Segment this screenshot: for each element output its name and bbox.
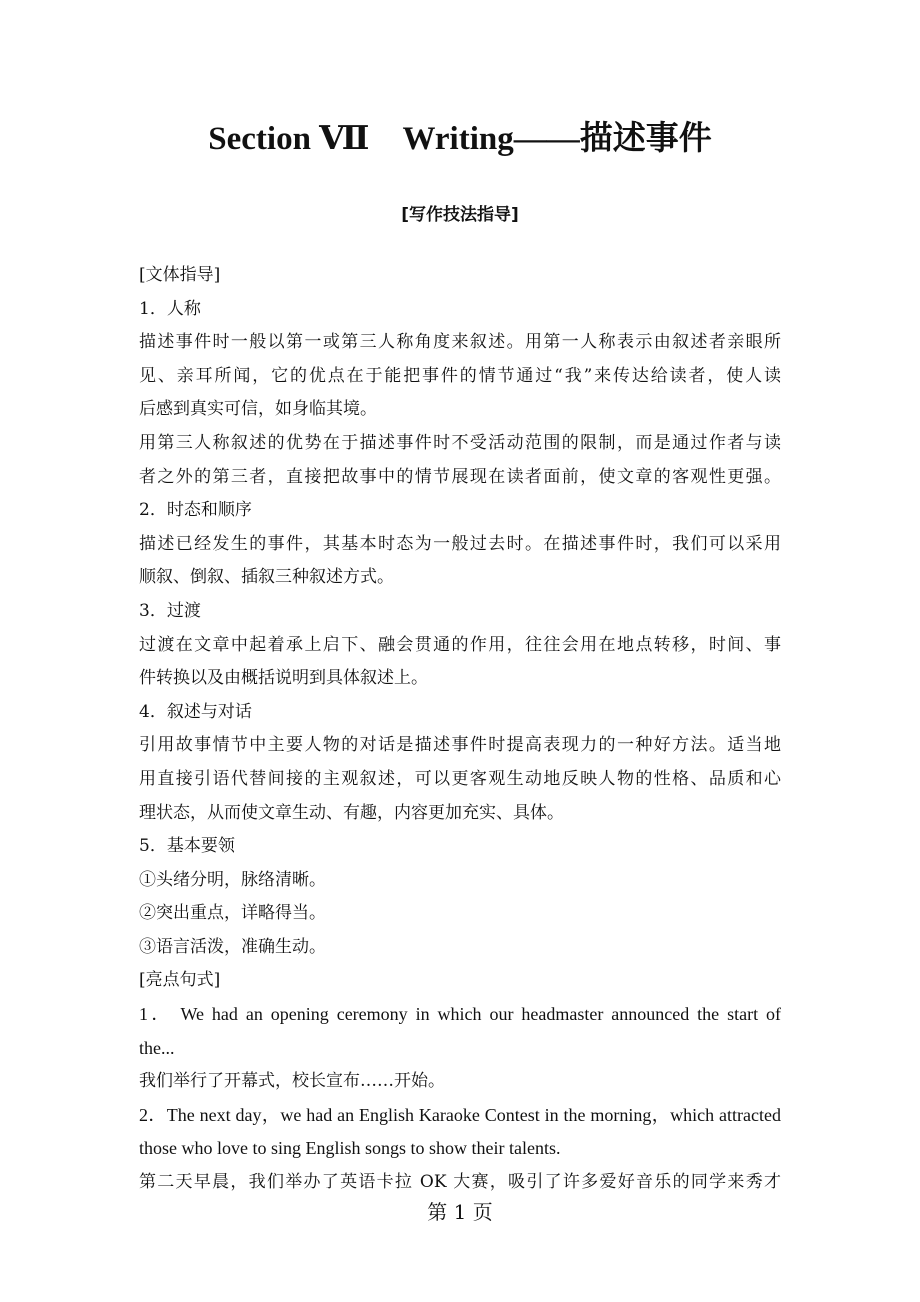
point-heading: 5．基本要领 [139,836,235,857]
paragraph-line: 者之外的第三者，直接把故事中的情节展现在读者面前，使文章的客观性更强。 [139,466,781,487]
paragraph-line: 描述已经发生的事件，其基本时态为一般过去时。在描述事件时，我们可以采用 [139,533,781,554]
paragraph-line: 后感到真实可信，如身临其境。 [139,399,377,420]
example-sentence-line: 1． We had an opening ceremony in which our headmaster announced the start of [139,1004,781,1025]
paragraph-line: 用直接引语代替间接的主观叙述，可以更客观生动地反映人物的性格、品质和心 [139,768,781,789]
paragraph-line: 用第三人称叙述的优势在于描述事件时不受活动范围的限制，而是通过作者与读 [139,432,781,453]
paragraph-line: 理状态，从而使文章生动、有趣，内容更加充实、具体。 [139,802,564,823]
paragraph-line: 见、亲耳所闻，它的优点在于能把事件的情节通过“我”来传达给读者，使人读 [139,365,781,386]
example-sentence-line: 2．The next day，we had an English Karaoke Contest in the morning，which attracted [139,1104,781,1125]
paragraph-line: 引用故事情节中主要人物的对话是描述事件时提高表现力的一种好方法。适当地 [139,735,781,756]
paragraph-line: 过渡在文章中起着承上启下、融会贯通的作用，往往会用在地点转移，时间、事 [139,634,781,655]
page-number: 第 1 页 [427,1200,493,1224]
translation-line: 第二天早晨，我们举办了英语卡拉 OK 大赛，吸引了许多爱好音乐的同学来秀才 [139,1172,781,1193]
point-heading: 1．人称 [139,298,201,319]
section-subtitle: [写作技法指导] [401,205,519,225]
list-item: ②突出重点，详略得当。 [139,903,326,924]
document-body [139,259,781,1200]
list-item: ①头绪分明，脉络清晰。 [139,869,326,890]
example-sentence-line: those who love to sing English songs to show their talents. [139,1138,561,1159]
paragraph-line: 顺叙、倒叙、插叙三种叙述方式。 [139,567,394,588]
point-heading: 3．过渡 [139,600,201,621]
list-item: ③语言活泼，准确生动。 [139,936,326,957]
point-heading: 4．叙述与对话 [139,701,252,722]
document-title: Section Ⅶ Writing——描述事件 [208,121,712,157]
paragraph-line: 描述事件时一般以第一或第三人称角度来叙述。用第一人称表示由叙述者亲眼所 [139,332,781,353]
point-heading: 2．时态和顺序 [139,500,252,521]
paragraph-line: 件转换以及由概括说明到具体叙述上。 [139,668,428,689]
heading-highlight-sentences: [亮点句式] [139,970,221,991]
heading-genre-guide: [文体指导] [139,265,221,285]
example-sentence-line: the... [139,1037,175,1058]
translation-line: 我们举行了开幕式，校长宣布……开始。 [139,1071,445,1092]
